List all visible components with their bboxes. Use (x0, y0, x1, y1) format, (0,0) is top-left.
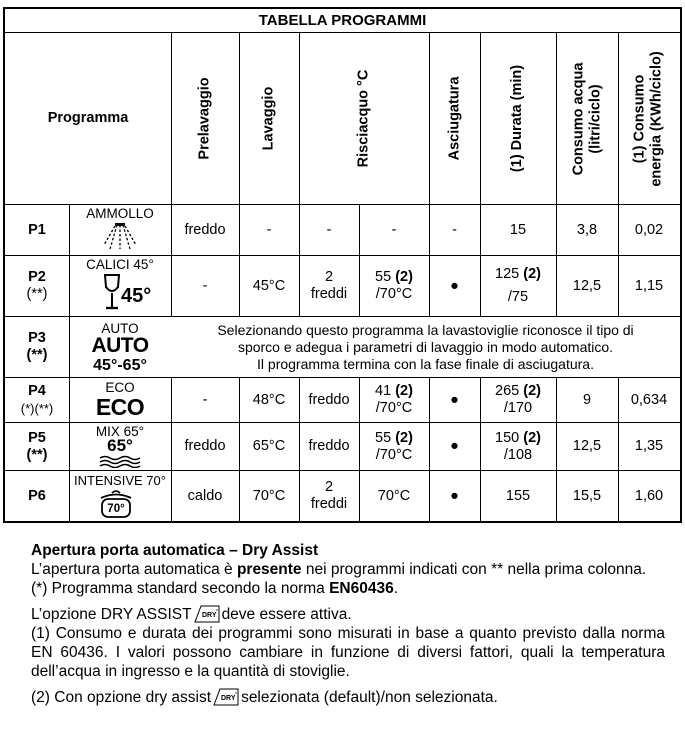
p1-acqua: 3,8 (576, 221, 598, 238)
p2-icon-temp: 45° (121, 285, 152, 307)
soak-icon (103, 223, 137, 251)
p4-energia: 0,634 (630, 391, 668, 408)
p6-icon-temp: 70° (107, 503, 125, 515)
notes-line-3: L’opzione DRY ASSIST DRY * deve essere attiva. (31, 606, 352, 623)
p5-risciacquo-1: freddo (308, 438, 350, 454)
notes-heading: Apertura porta automatica – Dry Assist (31, 542, 319, 559)
p5-prelavaggio: freddo (184, 438, 226, 454)
p4-durata: 265 (2) /170 (495, 383, 541, 416)
header-consumo-energia: (1) Consumo energia (KWh/ciclo) (632, 50, 666, 187)
p5-icon-temp: 65° (107, 436, 133, 455)
svg-text:*: * (235, 692, 238, 698)
p4-acqua: 9 (582, 391, 592, 408)
mix-waves-icon (99, 455, 141, 468)
p4-code-cell: P4 (*)(**) (20, 383, 54, 416)
dry-icon-text: DRY (201, 612, 217, 619)
notes-line-4: (1) Consumo e durata dei programmi sono misurati in base a quanto previsto dalla norma EN 60436. I valori possono cambiare in funzione di diversi fattori, quali la temperatura dell’acqua in ingresso e la quantità di stoviglie. (31, 625, 665, 680)
p2-acqua: 12,5 (572, 277, 602, 294)
p1-code: P1 (28, 221, 46, 238)
header-programma: Programma (47, 110, 129, 126)
p2-asciugatura: ● (450, 277, 459, 294)
notes-section (31, 541, 665, 707)
p6-lavaggio: 70°C (252, 487, 286, 504)
p4-lavaggio: 48°C (252, 391, 286, 408)
programs-table (3, 7, 682, 523)
p6-energia: 1,60 (634, 487, 664, 504)
p2-lavaggio: 45°C (252, 277, 286, 294)
notes-line-2: (*) Programma standard secondo la norma EN60436. (31, 580, 399, 597)
dry-assist-icon (194, 604, 220, 623)
p6-acqua: 15,5 (572, 487, 602, 504)
p1-prelavaggio: freddo (184, 221, 226, 238)
p5-asciugatura: ● (450, 438, 459, 454)
p2-energia: 1,15 (634, 277, 664, 294)
p6-prelavaggio: caldo (187, 487, 223, 504)
p2-name: CALICI 45° (86, 257, 154, 272)
p6-code: P6 (28, 487, 46, 504)
p3-code-cell: P3 (**) (26, 330, 48, 363)
p2-risciacquo-2: 55 (2) /70°C (375, 269, 413, 302)
p1-risciacquo-2: - (391, 221, 397, 238)
table-title: TABELLA PROGRAMMI (258, 12, 427, 29)
p1-lavaggio: - (266, 221, 272, 238)
p4-prelavaggio: - (202, 391, 208, 408)
header-lavaggio: Lavaggio (260, 86, 277, 151)
p4-risciacquo-2: 41 (2) /70°C (375, 383, 413, 416)
p4-name: ECO (105, 380, 135, 395)
p1-asciugatura: - (452, 221, 457, 238)
p1-energia: 0,02 (634, 221, 664, 238)
p6-asciugatura: ● (450, 487, 459, 504)
p3-icon-temp: 45°-65° (93, 357, 147, 374)
p5-energia: 1,35 (634, 438, 664, 454)
p2-code-cell: P2 (**) (26, 269, 48, 302)
p6-risciacquo-1: 2 freddi (310, 479, 348, 512)
dry-icon-text-2: DRY (221, 695, 236, 702)
p3-icon-auto: AUTO (91, 334, 149, 357)
p5-acqua: 12,5 (572, 438, 602, 454)
p4-icon-eco: ECO (95, 394, 145, 420)
p5-code-cell: P5 (**) (26, 429, 48, 463)
p5-durata: 150 (2) /108 (495, 429, 541, 463)
p4-asciugatura: ● (450, 391, 459, 408)
p6-risciacquo-2: 70°C (377, 487, 411, 504)
header-consumo-acqua: Consumo acqua (litri/ciclo) (570, 62, 604, 175)
header-prelavaggio: Prelavaggio (196, 77, 213, 160)
p6-durata: 155 (505, 487, 531, 504)
notes-line-5: (2) Con opzione dry assist DRY * selezionata (default)/non selezionata. (31, 689, 498, 706)
wine-glass-icon (103, 273, 121, 311)
p1-durata: 15 (509, 221, 527, 238)
p1-risciacquo-1: - (326, 221, 332, 238)
header-asciugatura: Asciugatura (446, 76, 462, 161)
p1-name: AMMOLLO (86, 206, 154, 221)
p5-lavaggio: 65°C (252, 438, 286, 454)
p3-name: AUTO (101, 321, 139, 336)
p5-name: MIX 65° (95, 424, 145, 439)
p3-description: Selezionando questo programma la lavastoviglie riconosce il tipo di sporco e adegua i parametri di lavaggio in modo automatico. Il programma termina con la fase finale di asciugatura. (217, 321, 634, 372)
p2-prelavaggio: - (202, 277, 208, 294)
p2-risciacquo-1: 2 freddi (310, 269, 348, 302)
dry-assist-icon-2 (213, 687, 239, 706)
p4-risciacquo-1: freddo (308, 391, 350, 408)
notes-line-1: L’apertura porta automatica è presente nei programmi indicati con ** nella prima colonna. (31, 561, 647, 578)
p6-name: INTENSIVE 70° (74, 473, 166, 488)
header-risciacquo: Risciacquo °C (355, 69, 372, 168)
svg-text:*: * (215, 609, 218, 615)
p5-risciacquo-2: 55 (2) /70°C (375, 429, 413, 463)
header-durata: (1) Durata (min) (509, 64, 526, 173)
p2-durata: 125 (2) /75 (495, 266, 541, 305)
